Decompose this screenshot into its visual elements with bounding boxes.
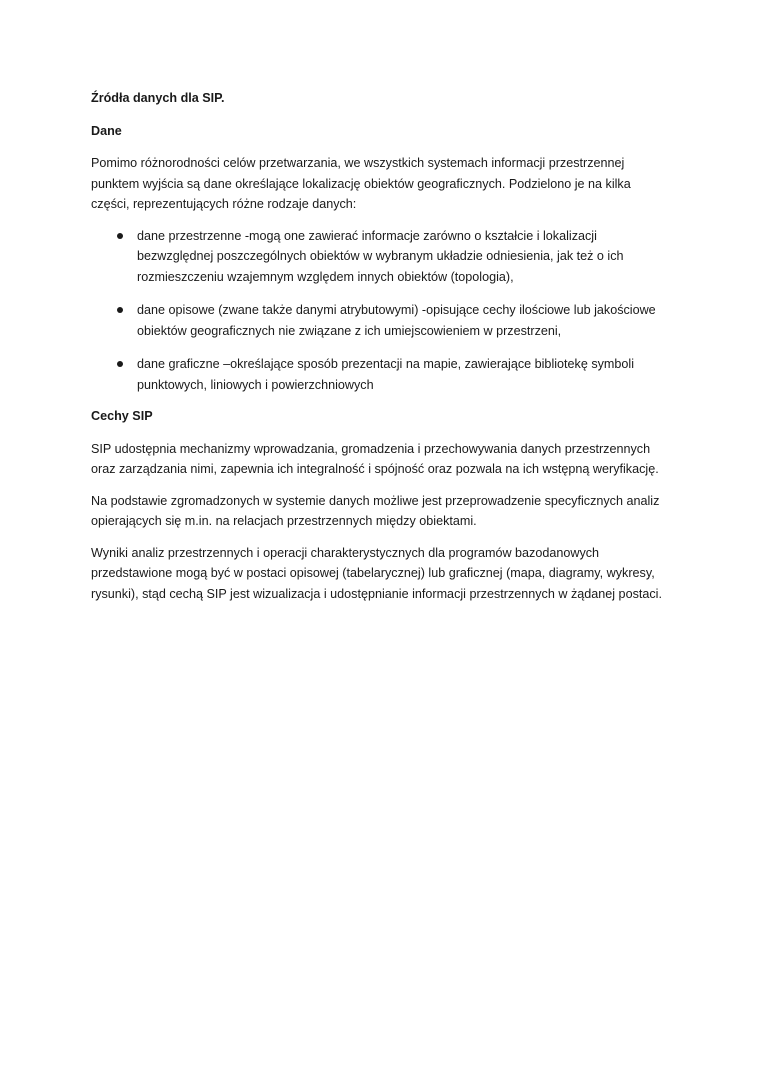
list-item-text: dane graficzne –określające sposób prezentacji na mapie, zawierające bibliotekę symboli punktowych, liniowych i powierzchniowych — [137, 357, 635, 392]
section-intro-paragraph: Pomimo różnorodności celów przetwarzania, we wszystkich systemach informacji przestrzennej punktem wyjścia są dane określające lokalizację obiektów geograficznych. Podzielono je na kilka części, reprezentujących różne rodzaje danych: — [91, 156, 631, 211]
paragraph: SIP udostępnia mechanizmy wprowadzania, gromadzenia i przechowywania danych przestrzennych oraz zarządzania nimi, zapewnia ich integralność i spójność oraz pozwala na ich wstępną weryfikację. — [91, 441, 659, 476]
list-item — [91, 354, 671, 395]
section-heading-dane: Dane — [91, 123, 122, 138]
paragraph: Wyniki analiz przestrzennych i operacji charakterystycznych dla programów bazodanowych przedstawione mogą być w postaci opisowej (tabelarycznej) lub graficznej (mapa, diagramy, wykresy, rysunki), stąd cechą SIP jest wizualizacja i udostępnianie informacji przestrzennych w żądanej postaci. — [91, 545, 662, 601]
document-title: Źródła danych dla SIP. — [91, 91, 225, 105]
list-item — [91, 300, 671, 341]
bullet-icon — [117, 361, 123, 367]
data-types-list — [91, 226, 671, 396]
bullet-icon — [117, 233, 123, 239]
paragraph: Na podstawie zgromadzonych w systemie danych możliwe jest przeprowadzenie specyficznych analiz opierających się m.in. na relacjach przestrzennych między obiektami. — [91, 493, 660, 528]
document-page — [91, 88, 671, 615]
list-item-text: dane przestrzenne -mogą one zawierać informacje zarówno o kształcie i lokalizacji bezwzględnej poszczególnych obiektów w wybranym układzie odniesienia, jak też o ich rozmieszczeniu wzajemnym względem innych obiektów (topologia), — [137, 228, 624, 284]
list-item-text: dane opisowe (zwane także danymi atrybutowymi) -opisujące cechy ilościowe lub jakościowe obiektów geograficznych nie związane z ich umiejscowieniem w przestrzeni, — [137, 303, 656, 338]
section-heading-cechy-sip: Cechy SIP — [91, 409, 153, 423]
list-item — [91, 226, 671, 288]
bullet-icon — [117, 307, 123, 313]
